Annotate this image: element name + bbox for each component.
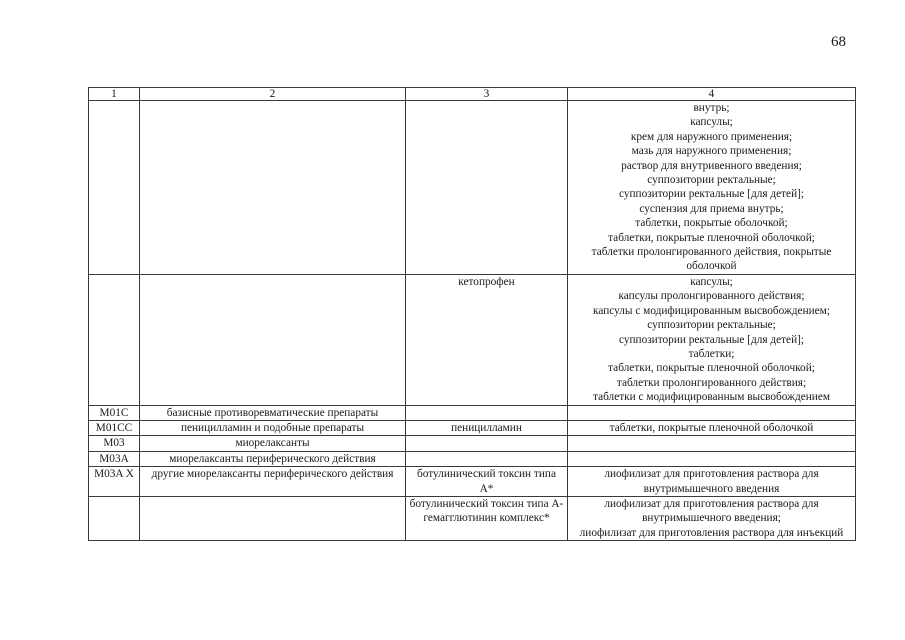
dosage-forms-cell [568, 436, 856, 451]
atc-code-cell: M03 [89, 436, 140, 451]
dosage-form: таблетки, покрытые пленочной оболочкой [609, 421, 814, 434]
dosage-form: суспензия для приема внутрь; [639, 202, 784, 215]
group-name-cell: другие миорелаксанты периферического действия [140, 467, 406, 497]
header-cell-1: 1 [89, 88, 140, 101]
dosage-form: суппозитории ректальные [для детей]; [618, 188, 805, 201]
dosage-form: лиофилизат для приготовления раствора для внутримышечного введения; [604, 497, 819, 525]
group-name-cell: базисные противоревматические препараты [140, 405, 406, 420]
dosage-forms-cell [568, 467, 856, 497]
dosage-form: капсулы; [690, 275, 733, 288]
table-header-row [89, 88, 856, 101]
dosage-form: лиофилизат для приготовления раствора для внутримышечного введения [604, 468, 819, 495]
dosage-form: лиофилизат для приготовления раствора для инъекций [579, 526, 844, 539]
table-row [89, 451, 856, 466]
drug-name-cell [406, 451, 568, 466]
group-name-cell [140, 496, 406, 540]
header-cell-2: 2 [140, 88, 406, 101]
drug-name-cell: кетопрофен [406, 274, 568, 405]
dosage-forms-cell [568, 101, 856, 275]
header-cell-3: 3 [406, 88, 568, 101]
dosage-form: таблетки с модифицированным высвобождением [593, 391, 830, 404]
table-row [89, 405, 856, 420]
dosage-form: мазь для наружного применения; [631, 145, 792, 158]
drug-name-cell [406, 436, 568, 451]
dosage-forms-cell [568, 451, 856, 466]
group-name-cell [140, 101, 406, 275]
table-row [89, 496, 856, 540]
dosage-form: суппозитории ректальные; [647, 319, 776, 332]
atc-code-cell: M01CC [89, 420, 140, 435]
atc-code-cell [89, 274, 140, 405]
drug-name-cell [406, 405, 568, 420]
group-name-cell [140, 274, 406, 405]
table-row [89, 274, 856, 405]
dosage-form: суппозитории ректальные; [647, 174, 776, 187]
table-row [89, 467, 856, 497]
atc-code-cell: M01C [89, 405, 140, 420]
drug-name-cell: ботулинический токсин типа А-гемагглютинин комплекс* [406, 496, 568, 540]
dosage-form: капсулы пролонгированного действия; [618, 290, 805, 303]
group-name-cell: миорелаксанты [140, 436, 406, 451]
dosage-form: суппозитории ректальные [для детей]; [618, 333, 805, 346]
atc-code-text: M03A X [94, 468, 134, 481]
dosage-form: таблетки, покрытые пленочной оболочкой; [608, 362, 815, 375]
table-row [89, 420, 856, 435]
page-number: 68 [831, 34, 846, 50]
drug-name-cell: пеницилламин [406, 420, 568, 435]
table-row [89, 101, 856, 275]
dosage-forms-cell [568, 496, 856, 540]
group-name-cell: миорелаксанты периферического действия [140, 451, 406, 466]
atc-code-cell [89, 101, 140, 275]
header-cell-4: 4 [568, 88, 856, 101]
dosage-form: внутрь; [693, 102, 730, 114]
dosage-form: таблетки; [688, 347, 735, 360]
atc-code-cell [89, 496, 140, 540]
dosage-form: раствор для внутривенного введения; [621, 159, 802, 172]
drug-name-cell: ботулинический токсин типа А* [406, 467, 568, 497]
dosage-form: таблетки пролонгированного действия, покрытые оболочкой [591, 246, 832, 273]
dosage-form: таблетки, покрытые пленочной оболочкой; [608, 231, 815, 244]
drug-name-cell [406, 101, 568, 275]
dosage-forms-cell [568, 405, 856, 420]
table-row [89, 436, 856, 451]
medication-table [88, 87, 856, 541]
dosage-forms-cell [568, 274, 856, 405]
dosage-form: таблетки, покрытые оболочкой; [635, 217, 788, 230]
dosage-form: капсулы с модифицированным высвобождением; [593, 304, 830, 317]
group-name-cell: пеницилламин и подобные препараты [140, 420, 406, 435]
atc-code-cell: M03A [89, 451, 140, 466]
dosage-form: крем для наружного применения; [630, 130, 793, 143]
dosage-form: таблетки пролонгированного действия; [616, 376, 807, 389]
dosage-form: капсулы; [690, 116, 733, 129]
dosage-forms-cell [568, 420, 856, 435]
atc-code-cell [89, 467, 140, 497]
